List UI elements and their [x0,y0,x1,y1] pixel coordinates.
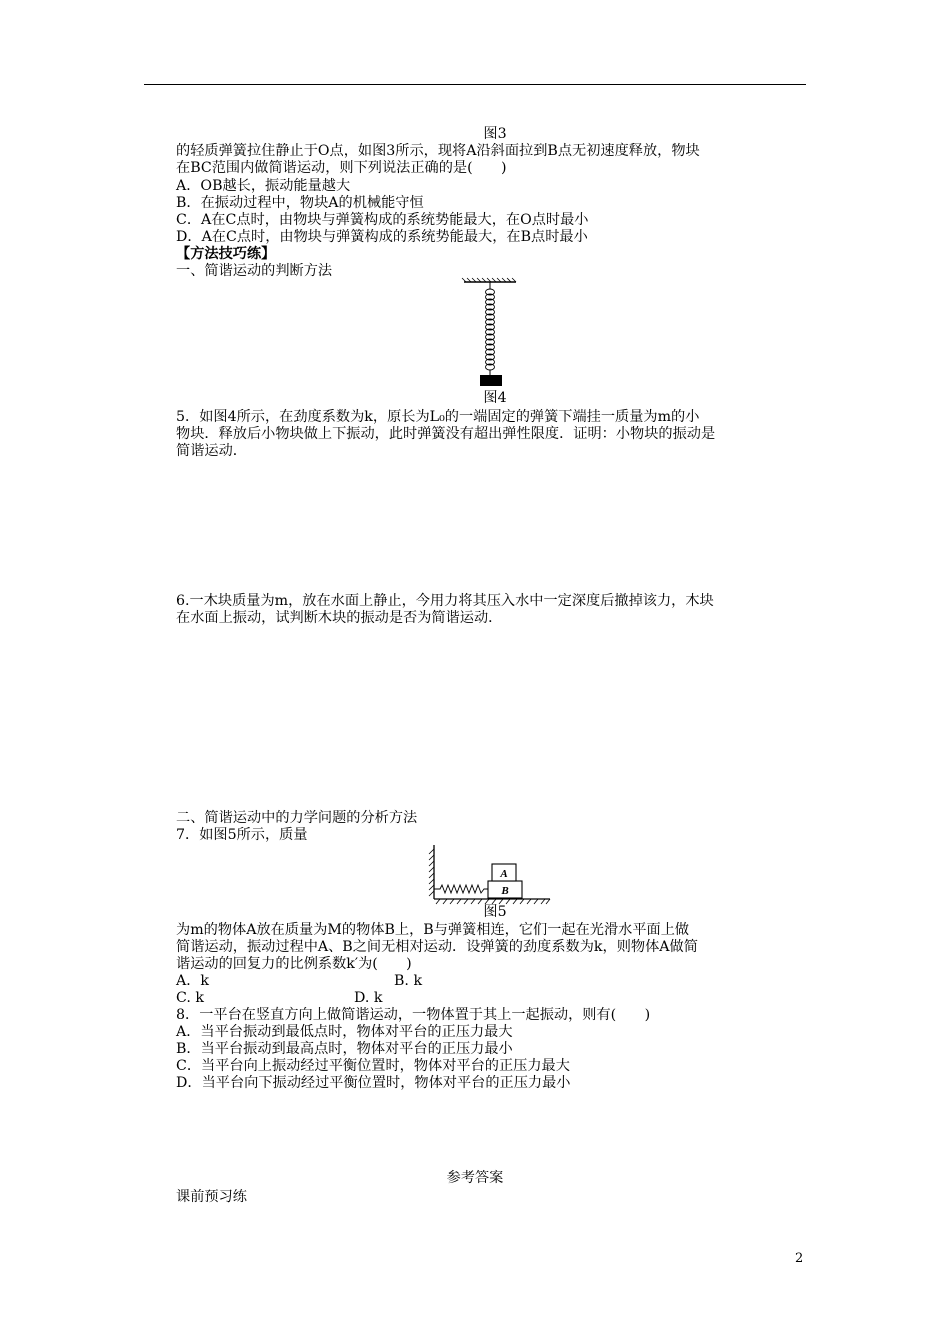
figure-5-blocks-diagram [426,843,556,905]
section-heading-method: 【方法技巧练】 [176,246,276,262]
block-a-label: A [500,868,508,880]
subsection-1-heading: 一、简谐运动的判断方法 [176,263,333,279]
q7-option-a: A．k [176,973,210,989]
q6-text-line2: 在水面上振动，试判断木块的振动是否为简谐运动． [176,610,503,626]
subsection-2-heading: 二、简谐运动中的力学问题的分析方法 [176,810,418,826]
block-b-label: B [501,885,509,897]
q7-text-line4: 谐运动的回复力的比例系数k′为( ) [176,956,412,972]
q4-text-line1: 的轻质弹簧拉住静止于O点，如图3所示，现将A沿斜面拉到B点无初速度释放，物块 [176,143,700,159]
figure-4-spring-diagram [460,278,520,390]
q8-text-line1: 8．一平台在竖直方向上做简谐运动，一物体置于其上一起振动，则有( ) [176,1007,651,1023]
q6-text-line1: 6.一木块质量为m，放在水面上静止，今用力将其压入水中一定深度后撤掉该力，木块 [176,593,714,609]
q5-text-line3: 简谐运动． [176,443,247,459]
figure-4-caption: 图4 [483,390,507,406]
q7-text-line1: 7．如图5所示，质量 [176,827,308,843]
q4-text-line2: 在BC范围内做简谐运动，则下列说法正确的是( ) [176,160,507,176]
q7-option-b: B. k [394,973,423,989]
q8-option-b: B．当平台振动到最高点时，物体对平台的正压力最小 [176,1041,513,1057]
q4-option-a: A．OB越长，振动能量越大 [176,178,351,194]
figure-5-caption: 图5 [483,904,507,920]
q5-text-line2: 物块．释放后小物块做上下振动，此时弹簧没有超出弹性限度．证明：小物块的振动是 [176,426,716,442]
q8-option-d: D．当平台向下振动经过平衡位置时，物体对平台的正压力最小 [176,1075,571,1091]
q7-text-line2: 为m的物体A放在质量为M的物体B上，B与弹簧相连，它们一起在光滑水平面上做 [176,922,690,938]
q7-option-c: C. k [176,990,204,1006]
answers-heading: 参考答案 [446,1170,504,1186]
header-rule [144,84,806,85]
q4-option-d: D．A在C点时，由物块与弹簧构成的系统势能最大，在B点时最小 [176,229,588,245]
page-number: 2 [795,1251,804,1266]
q7-text-line3: 简谐运动，振动过程中A、B之间无相对运动．设弹簧的劲度系数为k，则物体A做简 [176,939,698,955]
q5-text-line1: 5．如图4所示，在劲度系数为k，原长为L₀的一端固定的弹簧下端挂一质量为m的小 [176,409,700,425]
q4-option-c: C．A在C点时，由物块与弹簧构成的系统势能最大，在O点时最小 [176,212,589,228]
q8-option-c: C．当平台向上振动经过平衡位置时，物体对平台的正压力最大 [176,1058,570,1074]
q8-option-a: A．当平台振动到最低点时，物体对平台的正压力最大 [176,1024,513,1040]
answers-subheading: 课前预习练 [176,1189,247,1205]
q7-option-d: D. k [354,990,383,1006]
q4-option-b: B．在振动过程中，物块A的机械能守恒 [176,195,424,211]
figure-3-caption: 图3 [483,126,507,142]
